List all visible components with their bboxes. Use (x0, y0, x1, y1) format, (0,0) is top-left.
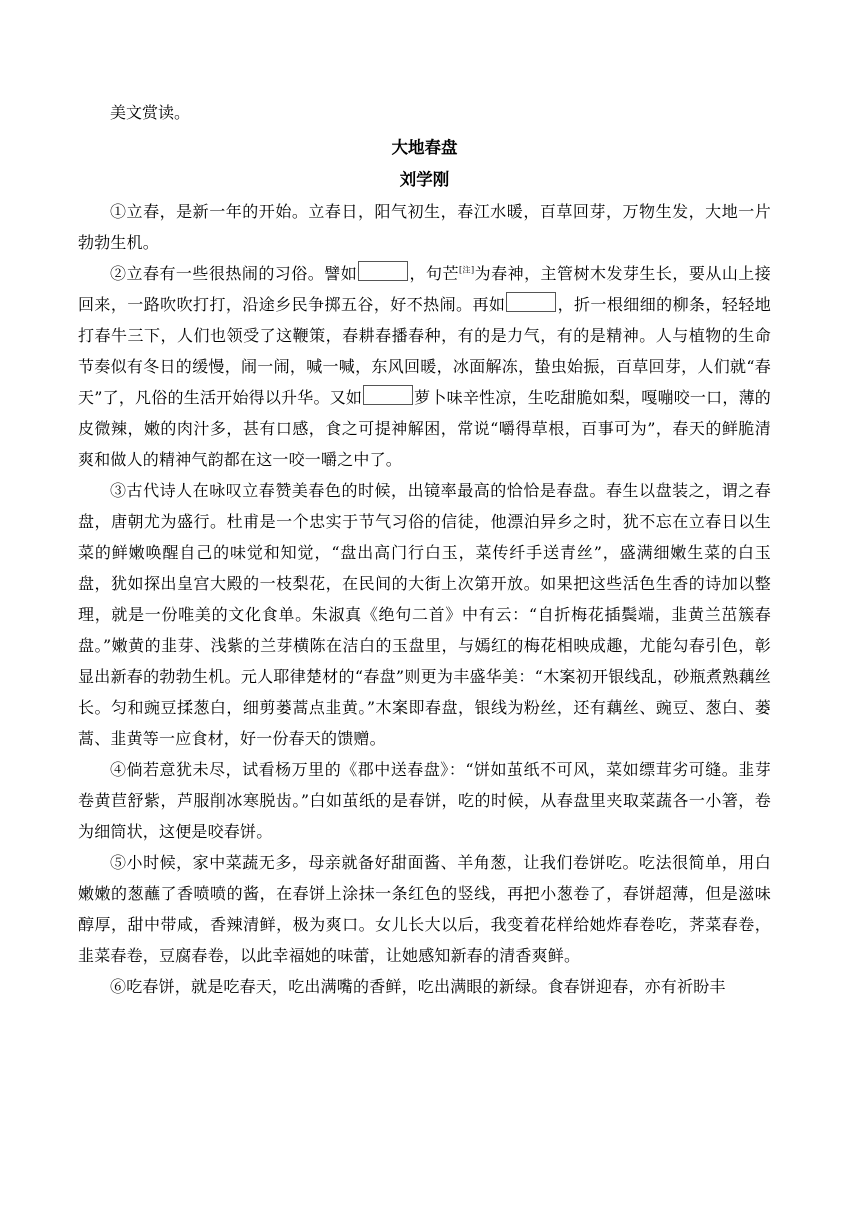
article-author: 刘学刚 (399, 170, 450, 189)
paragraph-2-text-d: ，折一根细细的柳条，轻轻地打春牛三下，人们也领受了这鞭策，春耕春播春种，有的是力气，有的是精神。人与植物的生命节奏似有冬日的缓慢，闹一闹，喊一喊，东风回暖，冰面解冻，蛰虫始振，百草回芽，人们就“春天”了，凡俗的生活开始得以升华。又如 (78, 295, 771, 407)
paragraph-5: ⑤小时候，家中菜蔬无多，母亲就备好甜面酱、羊角葱，让我们卷饼吃。吃法很简单，用白嫩嫩的葱蘸了香喷喷的酱，在春饼上涂抹一条红色的竖线，再把小葱卷了，春饼超薄，但是滋味醇厚，甜中带咸，香辣清鲜，极为爽口。女儿长大以后，我变着花样给她炸春卷吃，荠菜春卷，韭菜春卷，豆腐春卷，以此幸福她的味蕾，让她感知新春的清香爽鲜。 (78, 853, 771, 965)
article (78, 96, 771, 1002)
paragraph-6: ⑥吃春饼，就是吃春天，吃出满嘴的香鲜，吃出满眼的新绿。食春饼迎春，亦有祈盼丰 (110, 977, 726, 996)
paragraph-2 (78, 258, 771, 475)
paragraph-3: ③古代诗人在咏叹立春赞美春色的时候，出镜率最高的恰恰是春盘。春生以盘装之，谓之春盘，唐朝尤为盛行。杜甫是一个忠实于节气习俗的信徒，他漂泊异乡之时，犹不忘在立春日以生菜的鲜嫩唤醒自己的味觉和知觉，“盘出高门行白玉，菜传纤手送青丝”，盛满细嫩生菜的白玉盘，犹如探出皇宫大殿的一枝梨花，在民间的大街上次第开放。如果把这些活色生香的诗加以整理，就是一份唯美的文化食单。朱淑真《绝句二首》中有云：“自折梅花插鬓端，韭黄兰茁簇春盘。”嫩黄的韭芽、浅紫的兰芽横陈在洁白的玉盘里，与嫣红的梅花相映成趣，尤能勾春引色，彰显出新春的勃勃生机。元人耶律楚材的“春盘”则更为丰盛华美：“木案初开银线乱，砂瓶煮熟藕丝长。匀和豌豆揉葱白，细剪蒌蒿点韭黄。”木案即春盘，银线为粉丝，还有藕丝、豌豆、葱白、蒌蒿、韭黄等一应食材，好一份春天的馈赠。 (78, 481, 771, 748)
paragraph-2-text-e: 萝卜味辛性凉，生吃甜脆如梨，嘎嘣咬一口，薄的皮微辣，嫩的肉汁多，甚有口感，食之可提神解困，常说“嚼得草根，百事可为”，春天的鲜脆清爽和做人的精神气韵都在这一咬一嚼之中了。 (78, 388, 772, 469)
answer-blank-2[interactable] (506, 292, 556, 312)
intro-text: 美文赏读。 (110, 103, 191, 122)
answer-blank-1[interactable] (358, 261, 408, 281)
article-title: 大地春盘 (391, 138, 458, 157)
paragraph-2-text-c: 为春神，主管树木发芽生长，要从山上接回来，一路吹吹打打，沿途乡民争掷五谷，好不热闹。再如 (78, 264, 771, 314)
paragraph-4: ④倘若意犹未尽，试看杨万里的《郡中送春盘》：“饼如茧纸不可风，菜如缥茸劣可缝。韭芽卷黄苣舒紫，芦服削冰寒脱齿。”白如茧纸的是春饼，吃的时候，从春盘里夹取菜蔬各一小箸，卷为细筒状，这便是咬春饼。 (78, 760, 771, 841)
paragraph-1: ①立春，是新一年的开始。立春日，阳气初生，春江水暖，百草回芽，万物生发，大地一片勃勃生机。 (78, 202, 771, 252)
answer-blank-3[interactable] (363, 385, 413, 405)
footnote-marker: [注] (458, 265, 475, 275)
paragraph-2-text-a: ②立春有一些很热闹的习俗。譬如 (110, 264, 358, 283)
paragraph-2-text-b: ，句芒 (409, 264, 459, 283)
